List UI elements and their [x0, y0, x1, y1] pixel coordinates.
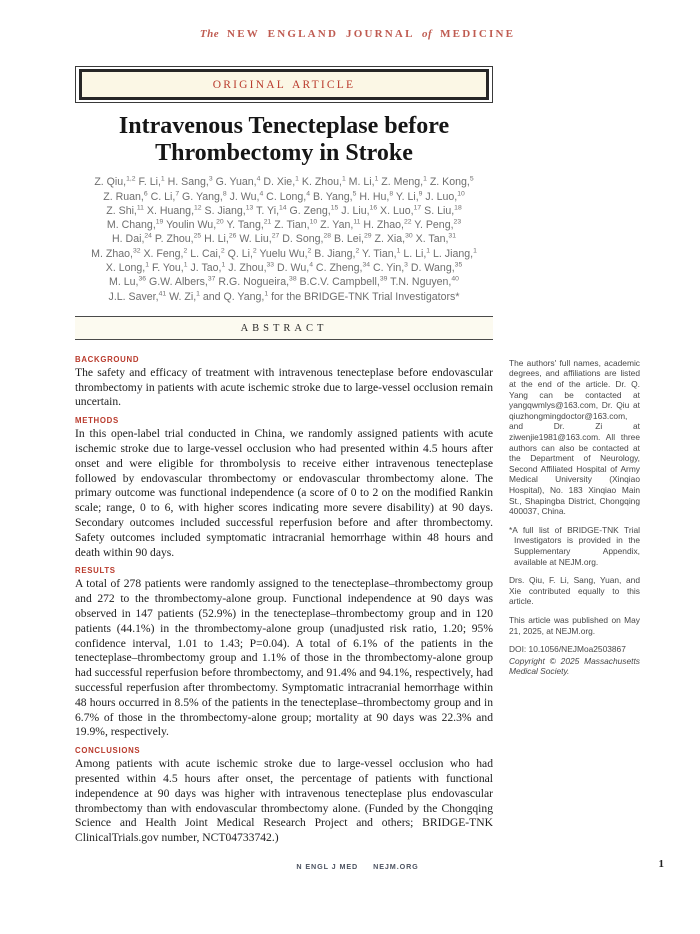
section-label: RESULTS [75, 566, 116, 576]
article-title-line2: Thrombectomy in Stroke [155, 140, 413, 167]
author-line: M. Lu,$^{36}$ G.W. Albers,$^{37}$ R.G. Nogueira,$^{38}$ B.C.V. Campbell,$^{39}$ T.N. Nguyen,$^{40}$ [109, 275, 459, 289]
section-label: METHODS [75, 416, 119, 426]
sidebar-doi: DOI: 10.1056/NEJMoa2503867 [509, 644, 626, 655]
author-line: Z. Qiu,$^{1,2}$ F. Li,$^1$ H. Sang,$^3$ G. Yuan,$^4$ D. Xie,$^1$ K. Zhou,$^1$ M. Li,$^1$ Z. Meng,$^1$ Z. Kong,$^5$ [94, 175, 474, 189]
sidebar-investigators-note: *A full list of BRIDGE-TNK Trial Investigators is provided in the Supplementary Appendix, available at NEJM.org. [509, 524, 640, 567]
journal-masthead [75, 28, 640, 40]
abstract-section-results [75, 566, 493, 740]
page-number: 1 [658, 858, 664, 870]
sidebar-publication-note: This article was published on May 21, 2025, at NEJM.org. [509, 614, 640, 636]
abstract-section-conclusions [75, 746, 493, 846]
footer-journal-abbrev: N ENGL J MED [296, 862, 359, 871]
section-label: BACKGROUND [75, 354, 140, 364]
author-line: X. Long,$^1$ F. You,$^1$ J. Tao,$^1$ J. Zhou,$^{33}$ D. Wu,$^4$ C. Zheng,$^{34}$ C. Yin,$^3$ D. Wang,$^{35}$ [105, 261, 463, 274]
masthead-name2: MEDICINE [440, 28, 516, 40]
article-type-box [75, 66, 493, 103]
author-line: M. Zhao,$^{32}$ X. Feng,$^2$ L. Cai,$^2$ Q. Li,$^2$ Yuelu Wu,$^2$ B. Jiang,$^2$ Y. Tian,$^1$ L. Li,$^1$ L. Jiang,$^1$ [91, 247, 477, 260]
section-text: Among patients with acute ischemic stroke due to large-vessel occlusion who had presented within 4.5 hours after onset, the percentage of patients with functional independence at 90 days was higher with intravenous tenecteplase plus endovascular thrombectomy than with endovascular thrombectomy alone. (Funded by the Chongqing Science and Health Joint Medical Research Project and others; BRIDGE-TNK ClinicalTrials.gov number, NCT04733742.) [75, 757, 493, 845]
masthead-of: of [421, 28, 433, 40]
abstract-heading: ABSTRACT [75, 316, 493, 340]
two-column-area [75, 349, 640, 852]
sidebar-equal-contribution-note: Drs. Qiu, F. Li, Sang, Yuan, and Xie contributed equally to this article. [509, 575, 640, 607]
abstract-column [75, 349, 493, 852]
author-line: H. Dai,$^{24}$ P. Zhou,$^{25}$ H. Li,$^{26}$ W. Liu,$^{27}$ D. Song,$^{28}$ B. Lei,$^{29}$ Z. Xia,$^{30}$ X. Tan,$^{31}$ [112, 232, 456, 246]
section-label: CONCLUSIONS [75, 746, 141, 756]
masthead-name1: NEW ENGLAND JOURNAL [227, 28, 414, 40]
article-title-line1: Intravenous Tenecteplase before [118, 113, 450, 139]
running-footer [75, 862, 640, 871]
author-line: Z. Ruan,$^6$ C. Li,$^7$ G. Yang,$^8$ J. Wu,$^4$ C. Long,$^4$ B. Yang,$^5$ H. Hu,$^8$ Y. Li,$^9$ J. Luo,$^{10}$ [103, 189, 465, 203]
sidebar-copyright: Copyright © 2025 Massachusetts Medical Society. [509, 655, 640, 677]
section-text: A total of 278 patients were randomly assigned to the tenecteplase–thrombectomy group and 272 to the thrombectomy-alone group. Functional independence at 90 days was observed in 147 patients (52.9%) in the tenecteplase–thrombectomy group and in 120 patients (44.1%) in the thrombectomy-alone group (unadjusted risk ratio, 1.20; 95% confidence interval, 1.01 to 1.43; P=0.04). A total of 6.1% of the patients in the tenecteplase–thrombectomy group and 1.1% of those in the thrombectomy-alone group had successful reperfusion before thrombectomy, and 91.4% and 94.1%, respectively, had successful reperfusion after thrombectomy. Symptomatic intracranial hemorrhage within 48 hours occurred in 8.5% of the patients in the tenecteplase–thrombectomy group and in 6.7% of those in the thrombectomy-alone group; mortality at 90 days was 22.3% and 19.9%, respectively. [75, 577, 493, 739]
abstract-section-background [75, 355, 493, 410]
article-title [75, 113, 493, 167]
masthead-the: The [199, 28, 220, 40]
author-line: M. Chang,$^{19}$ Youlin Wu,$^{20}$ Y. Tang,$^{21}$ Z. Tian,$^{10}$ Z. Yan,$^{11}$ H. Zhao,$^{22}$ Y. Peng,$^{23}$ [106, 218, 462, 232]
author-line: Z. Shi,$^{11}$ X. Huang,$^{12}$ S. Jiang,$^{13}$ T. Yi,$^{14}$ G. Zeng,$^{15}$ J. Liu,$^{16}$ X. Luo,$^{17}$ S. Liu,$^{18}$ [106, 204, 462, 217]
article-type-label: ORIGINAL ARTICLE [79, 69, 489, 100]
author-info-sidebar [509, 349, 640, 852]
section-text: The safety and efficacy of treatment with intravenous tenecteplase before endovascular thrombectomy in patients with acute ischemic stroke due to large-vessel occlusion remain uncertain. [75, 365, 493, 409]
abstract-section-methods [75, 416, 493, 560]
section-text: In this open-label trial conducted in China, we randomly assigned patients with acute ischemic stroke due to large-vessel occlusion who had presented within 4.5 hours after onset and were eligible for thrombolysis to receive either intravenous tenecteplase followed by endovascular thrombectomy or endovascular thrombectomy alone. The primary outcome was functional independence (a score of 0 to 2 on the modified Rankin scale; range, 0 to 6, with higher scores indicating more severe disability) at 90 days. Secondary outcomes included successful reperfusion before and after thrombectomy. Safety outcomes included symptomatic intracranial hemorrhage within 48 hours and death within 90 days. [75, 427, 493, 559]
sidebar-contact-paragraph: The authors' full names, academic degrees, and affiliations are listed at the end of the article. Dr. Q. Yang can be contacted at yangqwmlys@163.com, Dr. Qiu at qiuzhongmingdoctor@163.com, and Dr. Zi at ziwenjie1981@163.com. All three authors can also be contacted at the Department of Neurology, Second Affiliated Hospital of Army Medical University (Xinqiao Hospital), No. 183 Xinqiao Main St., Shapingba District, Chongqing 400037, China. [509, 357, 640, 517]
footer-site: NEJM.ORG [373, 862, 419, 871]
author-line: J.L. Saver,$^{41}$ W. Zi,$^1$ and Q. Yang,$^1$ for the BRIDGE-TNK Trial Investigators* [108, 290, 460, 303]
author-list [75, 175, 493, 304]
